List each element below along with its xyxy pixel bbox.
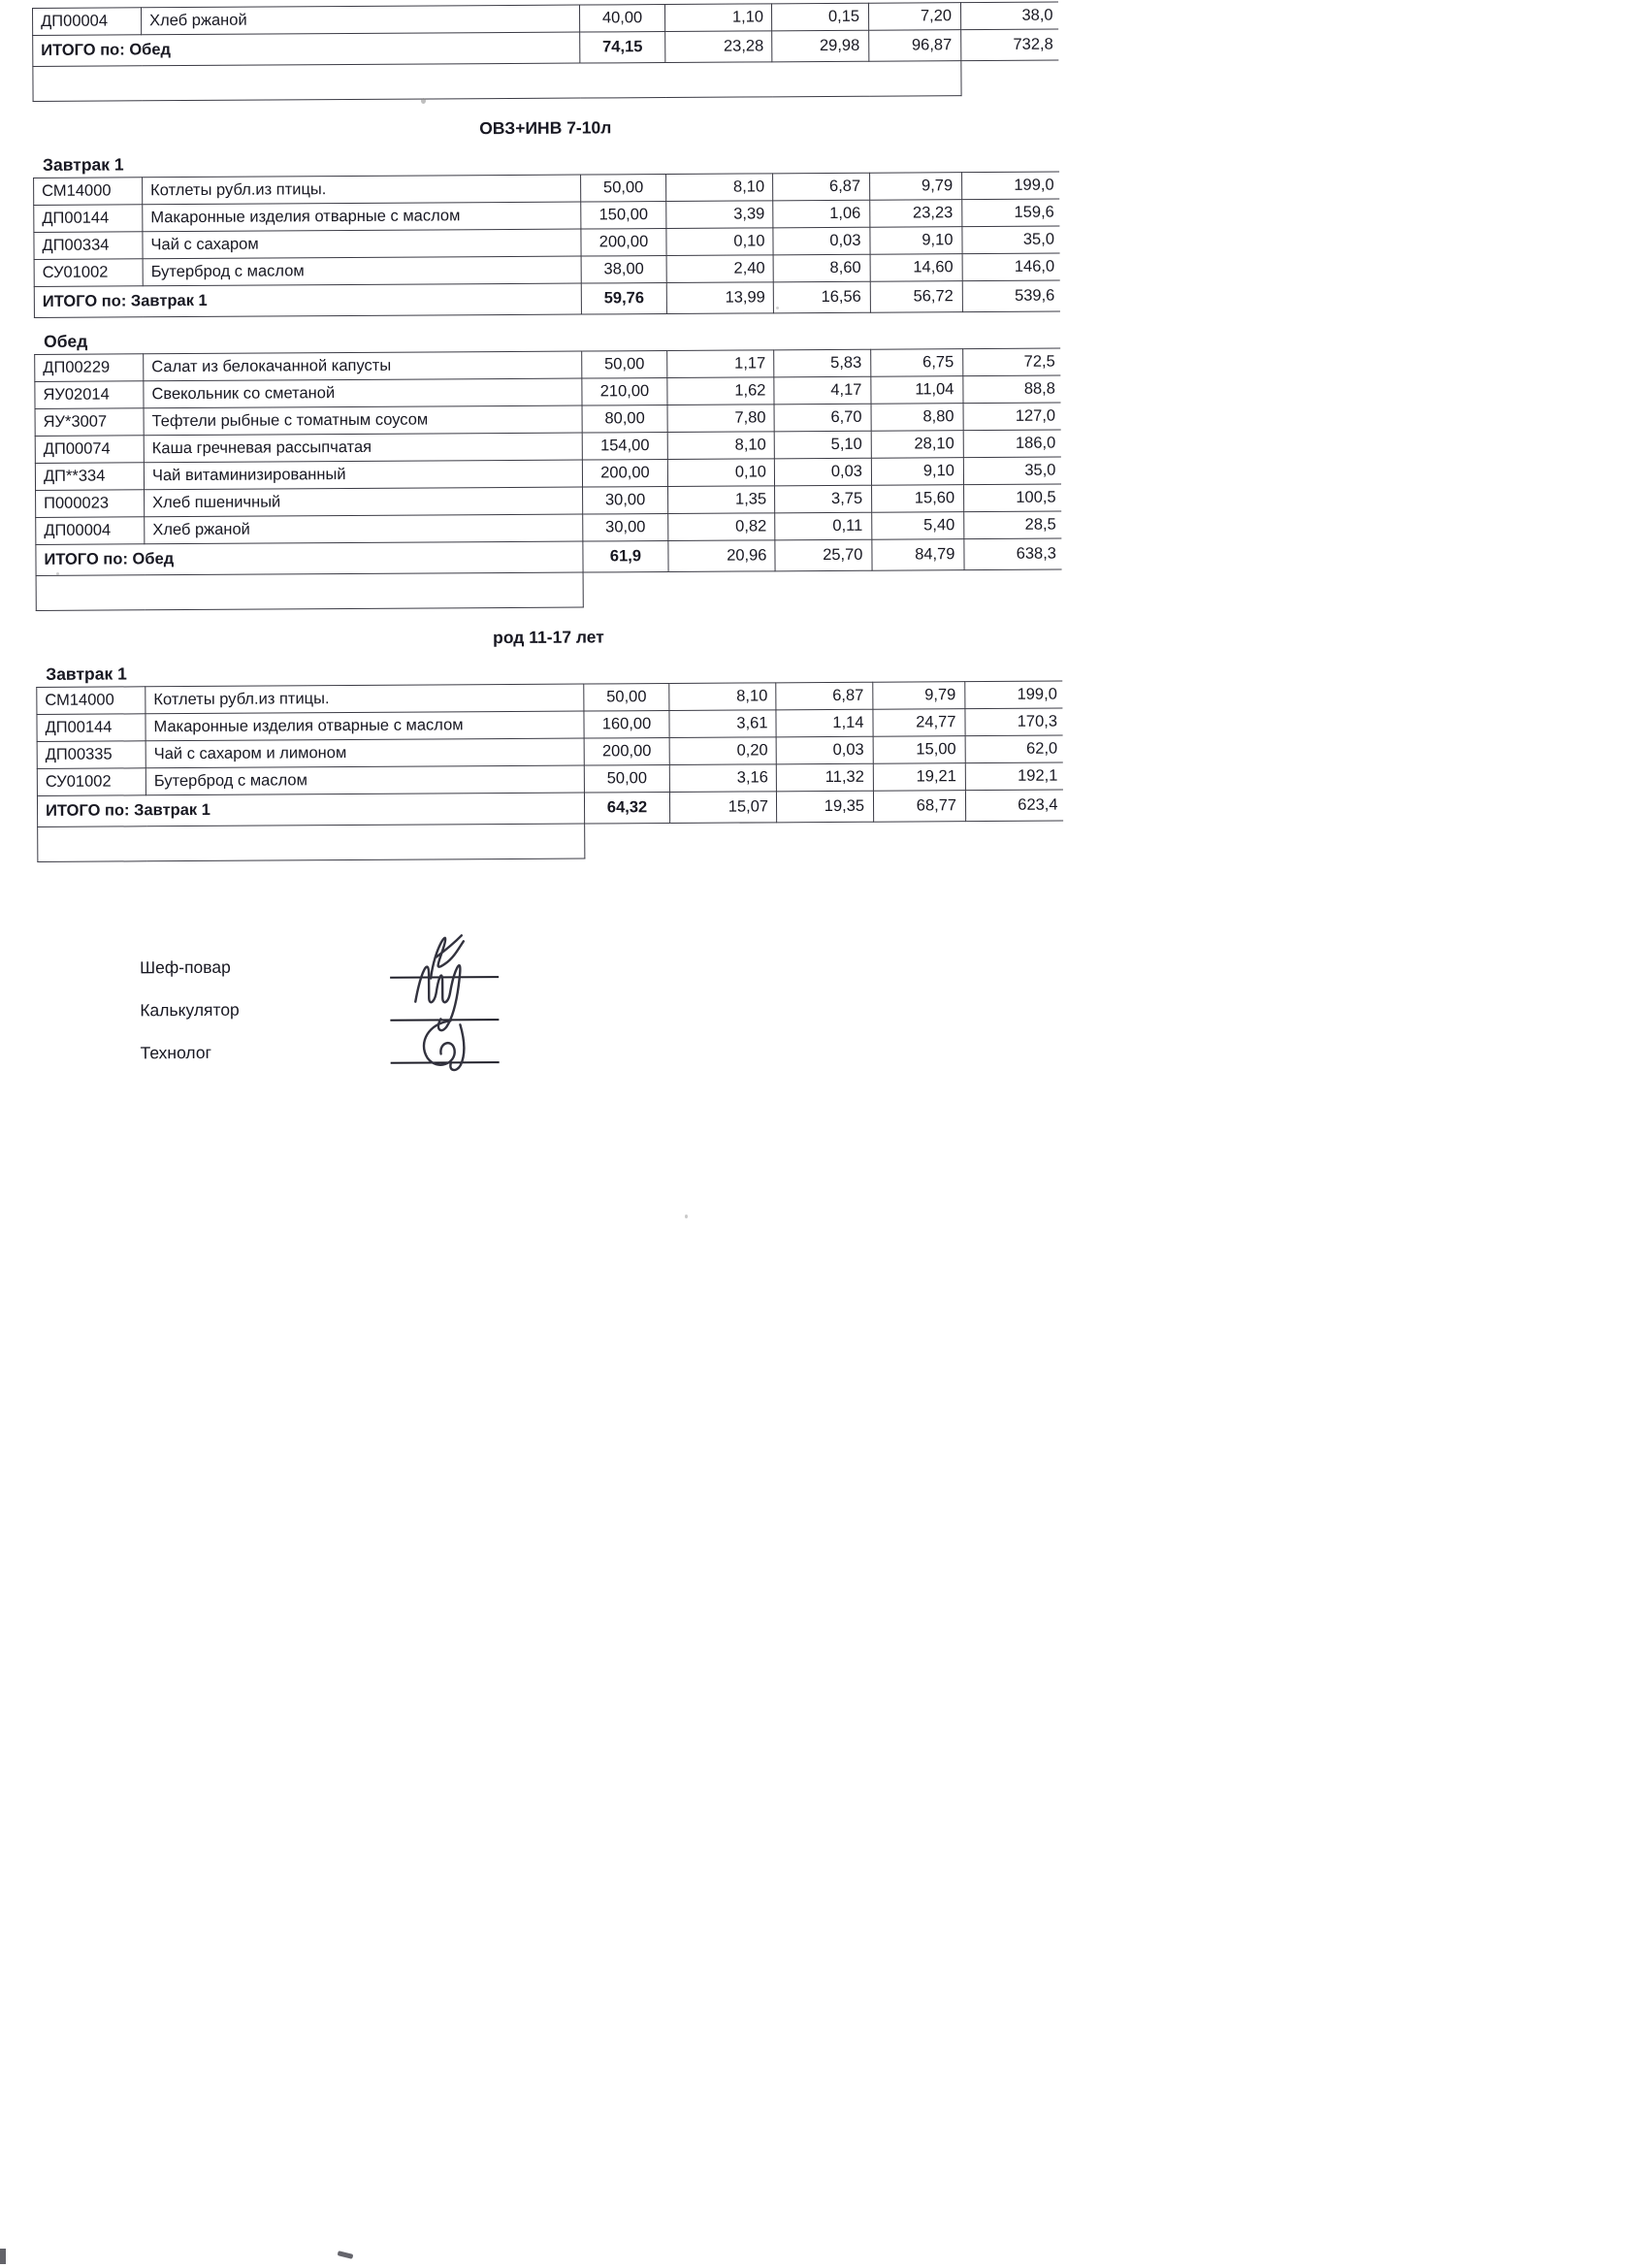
dish-value: 8,10 xyxy=(667,432,774,460)
total-row xyxy=(37,790,1062,826)
dish-value: 3,16 xyxy=(669,764,776,793)
total-value: 68,77 xyxy=(873,791,965,823)
dish-value: 6,87 xyxy=(773,173,870,201)
dish-value: 3,75 xyxy=(775,485,872,513)
section-title: ОВЗ+ИНВ 7-10л xyxy=(479,117,612,139)
dish-value: 127,0 xyxy=(963,403,1060,431)
total-value: 84,79 xyxy=(872,539,964,571)
dish-value: 6,75 xyxy=(871,349,963,377)
dish-code: ЯУ02014 xyxy=(35,381,144,409)
dish-value: 11,04 xyxy=(871,376,963,405)
dish-value: 0,10 xyxy=(666,228,773,256)
total-value: 25,70 xyxy=(775,539,872,571)
dish-value: 6,70 xyxy=(774,404,871,432)
dish-name: Салат из белокачанной капусты xyxy=(144,351,582,381)
total-value: 638,3 xyxy=(964,538,1061,570)
menu-table xyxy=(33,172,1059,318)
dish-value: 210,00 xyxy=(582,378,667,406)
dish-code: ДП00004 xyxy=(33,8,142,36)
dish-value: 0,82 xyxy=(668,513,775,541)
dish-value: 146,0 xyxy=(962,253,1059,281)
dish-value: 11,32 xyxy=(776,763,873,792)
dish-value: 3,61 xyxy=(669,710,776,738)
dish-name: Котлеты рубл.из птицы. xyxy=(143,175,581,205)
scan-noise xyxy=(421,98,426,104)
signature-row-calculator xyxy=(140,974,1134,1022)
dish-value: 14,60 xyxy=(870,254,962,282)
signature-row-technologist xyxy=(140,1017,1134,1065)
dish-value: 1,14 xyxy=(776,709,873,737)
total-label: ИТОГО по: Обед xyxy=(33,32,580,66)
dish-value: 50,00 xyxy=(584,764,669,793)
dish-value: 6,87 xyxy=(776,682,873,710)
scan-noise xyxy=(685,1215,688,1218)
dish-code: ДП00335 xyxy=(37,741,146,769)
empty-cell xyxy=(33,61,961,102)
dish-value: 38,0 xyxy=(960,2,1057,30)
dish-value: 7,20 xyxy=(868,3,960,31)
total-label: ИТОГО по: Завтрак 1 xyxy=(34,283,581,317)
dish-name: Чай с сахаром и лимоном xyxy=(146,738,584,768)
signature-role-label: Шеф-повар xyxy=(139,956,231,978)
dish-code: СУ01002 xyxy=(37,768,146,796)
total-value: 56,72 xyxy=(870,281,962,313)
dish-value: 23,23 xyxy=(870,200,962,228)
dish-value: 5,83 xyxy=(774,349,871,377)
dish-value: 40,00 xyxy=(579,5,664,33)
dish-value: 8,10 xyxy=(666,174,773,202)
dish-value: 154,00 xyxy=(582,433,667,461)
dish-value: 50,00 xyxy=(582,351,667,379)
dish-code: ДП00004 xyxy=(36,517,145,545)
dish-value: 15,60 xyxy=(872,485,964,513)
dish-value: 100,5 xyxy=(964,484,1061,512)
dish-name: Макаронные изделия отварные с маслом xyxy=(143,202,581,232)
dish-name: Бутерброд с маслом xyxy=(146,765,584,795)
dish-value: 9,79 xyxy=(873,682,965,710)
menu-table xyxy=(36,681,1063,862)
dish-value: 0,20 xyxy=(669,737,776,765)
handwritten-signature-icon xyxy=(384,1009,520,1080)
dish-value: 192,1 xyxy=(965,762,1062,791)
dish-name: Чай с сахаром xyxy=(143,229,581,259)
total-value: 13,99 xyxy=(666,282,773,314)
dish-name: Тефтели рыбные с томатным соусом xyxy=(144,405,582,436)
scan-noise xyxy=(0,2249,6,2264)
meal-group-title: Завтрак 1 xyxy=(46,664,127,684)
dish-value: 50,00 xyxy=(584,684,669,712)
dish-value: 9,79 xyxy=(870,173,962,201)
signature-role-label: Калькулятор xyxy=(140,999,240,1021)
dish-value: 80,00 xyxy=(582,405,667,434)
dish-value: 5,10 xyxy=(774,431,871,459)
total-value: 59,76 xyxy=(581,283,666,315)
dish-value: 1,10 xyxy=(664,4,771,32)
scanned-sheet xyxy=(32,1,1135,1066)
menu-table xyxy=(34,348,1061,611)
dish-value: 3,39 xyxy=(666,201,773,229)
dish-value: 160,00 xyxy=(584,711,669,739)
spacer-row xyxy=(38,821,1063,861)
dish-value: 1,62 xyxy=(667,377,774,405)
dish-value: 1,17 xyxy=(667,350,774,378)
total-value: 96,87 xyxy=(869,30,961,62)
section-title: род 11-17 лет xyxy=(493,627,604,648)
dish-value: 0,11 xyxy=(775,512,872,540)
dish-value: 30,00 xyxy=(583,487,668,515)
spacer-row xyxy=(33,60,1058,101)
scan-noise xyxy=(338,2251,354,2259)
total-value: 19,35 xyxy=(776,791,873,823)
total-value: 20,96 xyxy=(668,540,775,572)
dish-value: 0,10 xyxy=(667,459,774,487)
dish-value: 199,0 xyxy=(962,172,1059,200)
dish-value: 24,77 xyxy=(873,709,965,737)
dish-value: 50,00 xyxy=(581,175,666,203)
dish-code: ДП00229 xyxy=(35,354,144,382)
dish-code: СМ14000 xyxy=(34,178,143,206)
dish-value: 8,80 xyxy=(871,404,963,432)
dish-value: 2,40 xyxy=(666,255,773,283)
total-value: 29,98 xyxy=(772,30,869,62)
dish-value: 0,15 xyxy=(771,3,868,31)
total-value: 64,32 xyxy=(584,792,669,824)
dish-name: Хлеб пшеничный xyxy=(145,487,583,517)
dish-value: 19,21 xyxy=(873,763,965,792)
dish-name: Каша гречневая рассыпчатая xyxy=(144,433,582,463)
dish-value: 88,8 xyxy=(963,375,1060,404)
dish-code: СМ14000 xyxy=(37,687,146,715)
signature-line xyxy=(391,1053,500,1064)
dish-value: 186,0 xyxy=(963,430,1060,458)
dish-value: 0,03 xyxy=(776,736,873,764)
empty-cell xyxy=(38,824,585,861)
menu-table xyxy=(32,2,1058,102)
total-value: 623,4 xyxy=(965,790,1062,822)
spacer-row xyxy=(36,569,1061,610)
dish-code: ДП00334 xyxy=(34,232,143,260)
dish-name: Котлеты рубл.из птицы. xyxy=(146,684,584,714)
signature-block xyxy=(38,931,1135,1066)
dish-value: 1,06 xyxy=(773,200,870,228)
total-label: ИТОГО по: Завтрак 1 xyxy=(37,793,584,826)
total-value: 61,9 xyxy=(583,541,668,573)
dish-name: Макаронные изделия отварные с маслом xyxy=(146,711,584,741)
dish-value: 8,60 xyxy=(773,254,870,282)
signature-row-chef xyxy=(140,931,1134,980)
dish-value: 28,5 xyxy=(964,511,1061,539)
dish-value: 0,03 xyxy=(773,227,870,255)
dish-code: ДП00144 xyxy=(34,205,143,233)
total-value: 16,56 xyxy=(773,281,870,313)
dish-value: 200,00 xyxy=(584,738,669,766)
dish-value: 200,00 xyxy=(581,229,666,257)
dish-code: ДП00144 xyxy=(37,714,146,742)
dish-name: Бутерброд с маслом xyxy=(143,256,581,286)
dish-value: 35,0 xyxy=(963,457,1060,485)
total-value: 732,8 xyxy=(961,29,1058,61)
meal-group-title: Обед xyxy=(44,331,88,351)
dish-name: Свекольник со сметаной xyxy=(144,378,582,408)
dish-code: ЯУ*3007 xyxy=(35,408,144,437)
dish-name: Хлеб ржаной xyxy=(142,5,580,35)
dish-value: 7,80 xyxy=(667,405,774,433)
dish-value: 8,10 xyxy=(669,683,776,711)
dish-value: 4,17 xyxy=(774,376,871,405)
dish-value: 72,5 xyxy=(963,348,1060,376)
total-value: 23,28 xyxy=(665,31,772,63)
dish-value: 5,40 xyxy=(872,512,964,540)
total-value: 539,6 xyxy=(962,280,1059,312)
dish-value: 159,6 xyxy=(962,199,1059,227)
total-label: ИТОГО по: Обед xyxy=(36,541,583,575)
meal-group-title: Завтрак 1 xyxy=(42,154,124,175)
dish-value: 9,10 xyxy=(870,227,962,255)
dish-value: 38,00 xyxy=(581,256,666,284)
empty-cell xyxy=(36,572,583,610)
dish-value: 62,0 xyxy=(965,735,1062,763)
dish-value: 28,10 xyxy=(871,431,963,459)
total-value: 74,15 xyxy=(580,32,665,64)
dish-value: 170,3 xyxy=(965,708,1062,736)
menu-document xyxy=(32,1,1133,862)
dish-value: 150,00 xyxy=(581,202,666,230)
dish-value: 200,00 xyxy=(582,460,667,488)
dish-code: СУ01002 xyxy=(34,259,143,287)
dish-code: ДП**334 xyxy=(35,463,144,491)
signature-role-label: Технолог xyxy=(140,1042,211,1063)
total-value: 15,07 xyxy=(669,792,776,824)
dish-value: 199,0 xyxy=(965,681,1062,709)
dish-code: ДП00074 xyxy=(35,436,144,464)
dish-value: 15,00 xyxy=(873,736,965,764)
scan-noise xyxy=(56,572,59,575)
scan-noise xyxy=(776,307,779,309)
total-row xyxy=(36,538,1061,575)
dish-name: Хлеб ржаной xyxy=(145,514,583,544)
dish-value: 1,35 xyxy=(668,486,775,514)
dish-value: 30,00 xyxy=(583,514,668,542)
dish-code: П000023 xyxy=(36,490,145,518)
dish-value: 9,10 xyxy=(871,458,963,486)
dish-value: 0,03 xyxy=(774,458,871,486)
total-row xyxy=(34,280,1059,317)
dish-name: Чай витаминизированный xyxy=(144,460,582,490)
dish-value: 35,0 xyxy=(962,226,1059,254)
